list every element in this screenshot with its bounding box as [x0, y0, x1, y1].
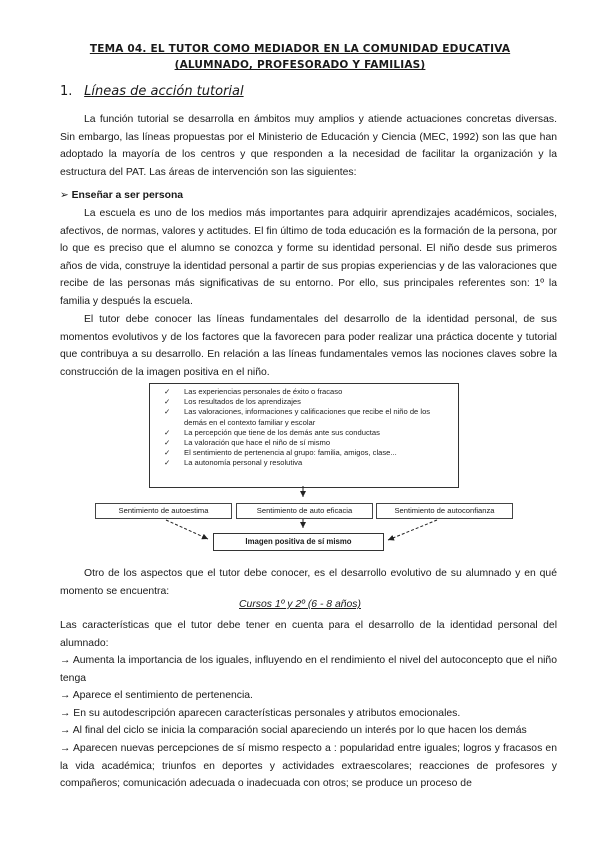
list-item: → En su autodescripción aparecen características personales y atributos emocionales. — [60, 707, 461, 719]
factor-item: ✓ La autonomía personal y resolutiva — [164, 458, 303, 468]
course-heading: Cursos 1º y 2º (6 - 8 años) — [239, 599, 361, 610]
check-icon: ✓ — [164, 397, 171, 407]
subheading-arrow-icon: ➢ — [60, 190, 69, 201]
arrow-icon: → — [60, 690, 71, 702]
paragraph-school: La escuela es uno de los medios más importantes para adquirir aprendizajes académicos, sociales, afectivos, de normas, valores y actitudes. El fin último de toda educación es la formación de la persona, por lo que es preciso que el alumno se conozca y forme su identidad personal. El niño desde sus primeros años de vida, construye la identidad personal a partir de sus propias experiencias y de las valoraciones que recibe de las personas más significativas de su entorno. Por ello, sus principales referentes son: 1º la familia y después la escuela. — [60, 208, 557, 307]
list-item: → Aparece el sentimiento de pertenencia. — [60, 690, 253, 702]
check-icon: ✓ — [164, 458, 171, 468]
arrow-icon: → — [60, 725, 71, 737]
factor-item: ✓ Las valoraciones, informaciones y calificaciones que recibe el niño de los demás en el contexto familiar y escolar — [164, 407, 431, 427]
characteristics-list — [60, 652, 557, 793]
paragraph-development: Otro de los aspectos que el tutor debe conocer, es el desarrollo evolutivo de su alumnado y en qué momento se encuentra: — [60, 568, 557, 597]
factor-item: ✓ La percepción que tiene de los demás ante sus conductas — [164, 427, 380, 437]
paragraph-tutor: El tutor debe conocer las líneas fundamentales del desarrollo de la identidad personal, de sus momentos evolutivos y de los factores que la favorecen para poder realizar una práctica docente y tutorial que contribuya a su desarrollo. En relación a las líneas fundamentales vemos las nociones claves sobre la construcción de la imagen positiva en el niño. — [60, 314, 557, 378]
arrow-icon: → — [60, 742, 71, 754]
result-box-positive-image: Imagen positiva de sí mismo — [213, 533, 384, 551]
arrow-right-to-result — [388, 520, 437, 540]
factor-item: ✓ Las experiencias personales de éxito o fracaso — [164, 387, 343, 396]
document-title-line-1: TEMA 04. EL TUTOR COMO MEDIADOR EN LA COMUNIDAD EDUCATIVA — [89, 43, 511, 55]
check-icon: ✓ — [164, 448, 171, 458]
arrow-icon: → — [60, 707, 71, 719]
feeling-box-self-efficacy: Sentimiento de auto eficacia — [236, 503, 373, 519]
paragraph-characteristics: Las características que el tutor debe tener en cuenta para el desarrollo de la identidad personal del alumnado: — [60, 620, 557, 649]
subheading-text: Enseñar a ser persona — [71, 190, 184, 201]
check-icon: ✓ — [164, 387, 171, 396]
factors-list — [156, 387, 454, 469]
section-title: Líneas de acción tutorial — [84, 84, 244, 99]
factor-item: ✓ El sentimiento de pertenencia al grupo: familia, amigos, clase... — [164, 448, 397, 458]
factor-item: ✓ La valoración que hace el niño de sí mismo — [164, 438, 331, 448]
section-number: 1. — [60, 84, 73, 99]
arrow-left-to-result — [166, 520, 208, 539]
list-item: → Aparecen nuevas percepciones de sí mismo respecto a : popularidad entre iguales; logros y fracasos en la vida académica; triunfos en deportes y actividades extraescolares; reacciones de profesores y compañeros; comunicación adecuada o inadecuada con otros; se produce un proceso de — [60, 742, 557, 790]
check-icon: ✓ — [164, 438, 171, 448]
paragraph-intro: La función tutorial se desarrolla en ámbitos muy amplios y atiende actuaciones concretas diversas. Sin embargo, las líneas propuestas por el Ministerio de Educación y Ciencia (MEC, 1992) son las que han adoptado la mayoría de los centros y que responden a la necesidad de facilitar la organización y la estructura del PAT. Las áreas de intervención son las siguientes: — [60, 114, 557, 178]
check-icon: ✓ — [164, 407, 171, 417]
feeling-box-self-esteem: Sentimiento de autoestima — [95, 503, 232, 519]
arrow-icon: → — [60, 655, 71, 666]
factor-item: ✓ Los resultados de los aprendizajes — [164, 397, 301, 407]
feeling-box-self-confidence: Sentimiento de autoconfianza — [376, 503, 513, 519]
subheading — [60, 189, 183, 201]
list-item: → Aumenta la importancia de los iguales, influyendo en el rendimiento el nivel del autoconcepto que el niño tenga — [60, 655, 557, 684]
document-title-line-2: (ALUMNADO, PROFESORADO Y FAMILIAS) — [174, 59, 426, 71]
section-heading — [60, 84, 244, 99]
list-item: → Al final del ciclo se inicia la comparación social apareciendo un interés por lo que hacen los demás — [60, 725, 527, 737]
check-icon: ✓ — [164, 427, 171, 437]
